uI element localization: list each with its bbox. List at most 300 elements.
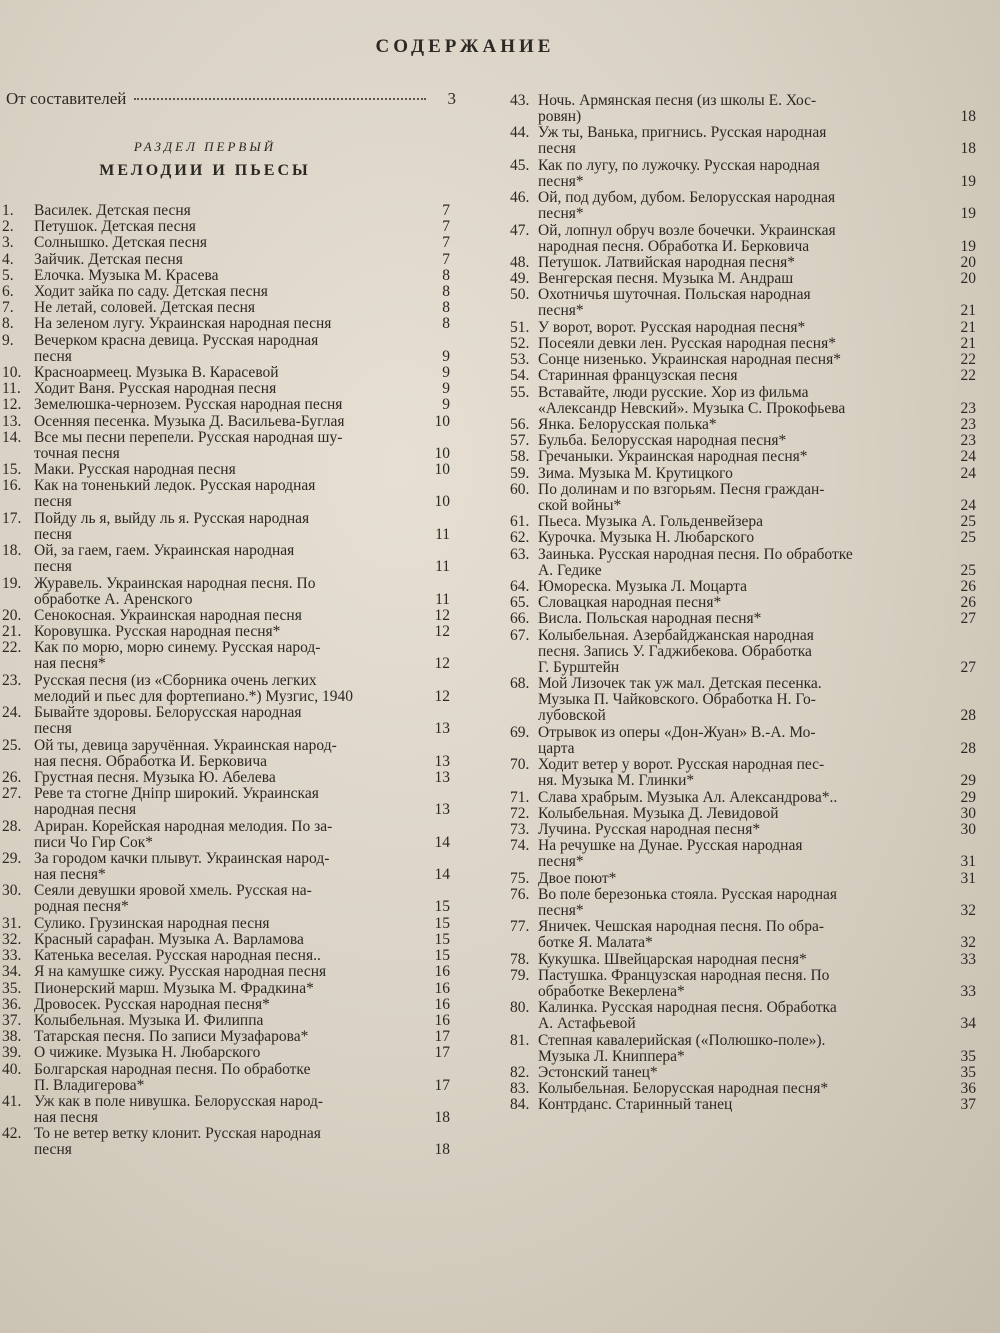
entry-title: Как на тоненький ледок. Русская народная [34,478,316,495]
entry-number: 72. [510,805,530,822]
toc-entry [2,964,450,980]
entry-page: 13 [434,801,450,819]
entry-title-continued: песня. Запись У. Гаджибекова. Обработка [538,642,812,660]
toc-entry [510,320,976,336]
entry-title-continued: обработке Векерлена* [538,982,685,1000]
toc-entry [510,595,976,611]
entry-title: Сонце низенько. Украинская народная песня* [538,352,841,369]
toc-entry [2,981,450,997]
toc-entry [510,547,976,579]
toc-entry [2,430,450,462]
entry-title: Елочка. Музыка М. Красева [34,267,219,284]
entry-title: Дровосек. Русская народная песня* [34,996,270,1013]
toc-entry [510,336,976,352]
entry-title-continued: Музыка Л. Книппера* [538,1047,685,1065]
toc-entry [510,887,976,919]
entry-number: 71. [510,789,530,806]
entry-page: 37 [960,1097,976,1114]
preface-page: 3 [447,89,456,108]
entry-title: Отрывок из оперы «Дон-Жуан» В.-А. Мо- [538,724,816,741]
entry-title: Бывайте здоровы. Белорусская народная [34,705,302,722]
entry-number: 73. [510,822,530,838]
entry-title: У ворот, ворот. Русская народная песня* [538,319,806,336]
toc-entry [2,819,450,851]
entry-number: 20. [2,608,22,624]
toc-entry [2,284,450,300]
toc-entry [510,822,976,838]
preface-text: От составителей [6,89,127,108]
entry-number: 36. [2,996,22,1013]
entry-title-continued: песня* [538,205,584,223]
entry-page: 13 [434,752,450,770]
entry-page: 8 [442,316,450,333]
toc-entry [510,433,976,449]
toc-entry [510,806,976,822]
entry-title: Венгерская песня. Музыка М. Андраш [538,271,794,288]
toc-entry [2,1045,450,1061]
entry-title-continued: ная песня* [34,866,106,883]
entry-title: Старинная французская песня [538,368,738,385]
entry-title: Мой Лизочек так уж мал. Детская песенка. [538,676,822,693]
toc-entry [2,365,450,381]
entry-number: 22. [2,640,22,657]
entry-page: 32 [960,901,976,919]
entry-page: 20 [960,271,976,288]
entry-number: 65. [510,595,530,612]
toc-entry [510,676,976,725]
entry-title: На речушке на Дунае. Русская народная [538,838,803,855]
entry-title: Лучина. Русская народная песня* [538,822,761,838]
entry-number: 31. [2,915,22,932]
entry-number: 42. [2,1126,22,1143]
entry-title: Бульба. Белорусская народная песня* [538,433,787,450]
entry-number: 62. [510,530,530,547]
entry-number: 55. [510,384,530,401]
entry-page: 10 [434,413,450,430]
toc-entry [2,300,450,316]
entry-page: 23 [960,433,976,450]
toc-entry [510,417,976,433]
entry-page: 17 [434,1029,450,1046]
entry-title: Висла. Польская народная песня* [538,611,762,628]
entry-number: 69. [510,724,530,741]
entry-number: 46. [510,190,530,207]
entry-title-continued: песня [34,525,72,543]
entry-title: Колыбельная. Белорусская народная песня* [538,1081,829,1098]
entry-number: 57. [510,433,530,450]
entry-number: 12. [2,397,22,414]
toc-entry [510,1033,976,1065]
entry-title-continued: родная песня* [34,898,129,916]
entry-page: 17 [434,1045,450,1062]
toc-entry [2,235,450,251]
toc-entry [510,968,976,1000]
entry-number: 60. [510,481,530,498]
entry-title: На зеленом лугу. Украинская народная песня [34,316,332,333]
entry-page: 28 [960,707,976,725]
toc-entry [510,871,976,887]
entry-number: 81. [510,1032,530,1049]
toc-entry [2,1013,450,1029]
entry-title: Слава храбрым. Музыка Ал. Александрова*.. [538,789,838,806]
entry-title-continued: песня* [538,853,584,871]
entry-title: Зима. Музыка М. Крутицкого [538,465,733,482]
toc-entry [510,271,976,287]
entry-page: 22 [960,352,976,369]
entry-title: Грустная песня. Музыка Ю. Абелева [34,770,276,786]
toc-entry [510,158,976,190]
entry-title: За городом качки плывут. Украинская народ- [34,851,330,867]
entry-page: 15 [434,932,450,948]
entry-title: Яничек. Чешская народная песня. По обра- [538,919,824,936]
entry-title-continued: Музыка П. Чайковского. Обработка Н. Го- [538,691,816,709]
entry-page: 12 [434,608,450,624]
entry-page: 13 [434,770,450,786]
toc-entry [2,252,450,268]
entry-page: 10 [434,444,450,462]
entry-page: 25 [960,530,976,547]
entry-number: 74. [510,838,530,855]
toc-entry [2,462,450,478]
entry-title: Колыбельная. Музыка И. Филиппа [34,1013,264,1029]
entry-title: Пастушка. Французская народная песня. По [538,967,830,984]
entry-number: 67. [510,627,530,644]
entry-title: Земелюшка-чернозем. Русская народная песня [34,397,343,414]
entry-title: То не ветер ветку клонит. Русская народная [34,1126,321,1143]
entry-number: 10. [2,365,22,381]
entry-title-continued: ботке Я. Малата* [538,934,653,952]
toc-entry [2,948,450,964]
entry-title: Солнышко. Детская песня [34,235,208,252]
entry-title-continued: песня [34,1141,72,1159]
toc-entry [2,316,450,332]
entry-number: 17. [2,510,22,527]
toc-entry [2,738,450,770]
entry-number: 15. [2,462,22,479]
page-title: СОДЕРЖАНИЕ [375,36,555,57]
toc-entry [510,287,976,319]
entry-title: Эстонский танец* [538,1065,658,1081]
entry-number: 3. [2,235,14,252]
entry-title-continued: лубовской [538,707,606,725]
entry-number: 80. [510,1000,530,1017]
entry-page: 9 [442,397,450,414]
entry-title: Ариран. Корейская народная мелодия. По за- [34,818,333,835]
toc-entry [2,1029,450,1045]
toc-entry [2,397,450,413]
entry-title: Посеяли девки лен. Русская народная песня* [538,336,836,352]
entry-title-continued: ня. Музыка М. Глинки* [538,772,695,790]
entry-number: 49. [510,271,530,288]
entry-title: Зайчик. Детская песня [34,251,183,268]
entry-page: 19 [960,205,976,223]
entry-title: Двое поют* [538,870,617,887]
toc-entry [510,190,976,222]
entry-title-continued: обработке А. Аренского [34,590,193,608]
entry-title: Ой ты, девица заручённая. Украинская народ- [34,737,337,754]
entry-page: 34 [960,1015,976,1033]
toc-entry [510,790,976,806]
toc-entry [510,223,976,255]
toc-entry [2,786,450,818]
entry-title-continued: песня [34,347,72,365]
entry-number: 30. [2,883,22,900]
toc-entry [2,624,450,640]
entry-title-continued: песня* [538,901,584,919]
entry-title: Калинка. Русская народная песня. Обработка [538,1000,837,1017]
entry-title: Колыбельная. Азербайджанская народная [538,627,814,644]
entry-title-continued: «Александр Невский». Музыка С. Прокофьева [538,399,846,417]
entry-page: 18 [960,108,976,125]
entry-number: 4. [2,251,14,268]
entry-number: 84. [510,1097,530,1114]
entry-title: Гречаныки. Украинская народная песня* [538,449,808,466]
entry-page: 24 [960,465,976,482]
toc-entry [2,916,450,932]
entry-number: 21. [2,624,22,641]
toc-entry [2,381,450,397]
entry-title: Василек. Детская песня [34,203,191,219]
entry-number: 34. [2,964,22,981]
entry-page: 24 [960,496,976,514]
entry-title: Ой, под дубом, дубом. Белорусская народная [538,190,836,207]
entry-page: 21 [960,302,976,320]
entry-page: 9 [442,381,450,398]
toc-entry [510,368,976,384]
toc-entry [2,1094,450,1126]
toc-entry [510,1097,976,1113]
entry-page: 31 [960,853,976,871]
entry-page: 35 [960,1065,976,1081]
entry-number: 51. [510,319,530,336]
entry-page: 36 [960,1081,976,1098]
entry-number: 83. [510,1081,530,1098]
entry-number: 53. [510,352,530,369]
entry-title: Петушок. Детская песня [34,219,196,236]
entry-title: Ходит Ваня. Русская народная песня [34,381,277,398]
entry-number: 50. [510,287,530,304]
toc-entry [510,255,976,271]
entry-number: 9. [2,332,14,349]
entry-number: 25. [2,737,22,754]
entry-title: Ой, за гаем, гаем. Украинская народная [34,543,295,560]
toc-entry [510,1081,976,1097]
entry-page: 21 [960,336,976,352]
entry-number: 48. [510,255,530,271]
entry-title: Охотничья шуточная. Польская народная [538,287,811,304]
entry-number: 5. [2,267,14,284]
entry-number: 61. [510,514,530,531]
entry-title: Янка. Белорусская полька* [538,417,717,433]
entry-number: 26. [2,770,22,786]
toc-entry [510,466,976,482]
toc-entry [2,883,450,915]
entry-number: 1. [2,203,14,219]
entry-number: 66. [510,611,530,628]
entry-title-continued: Г. Бурштейн [538,658,620,676]
toc-entry [2,478,450,510]
entry-title: Сеяли девушки яровой хмель. Русская на- [34,883,312,900]
entry-page: 20 [960,255,976,271]
entry-title-continued: царта [538,739,575,757]
entry-page: 27 [960,611,976,628]
entry-title: Пойду ль я, выйду ль я. Русская народная [34,510,310,527]
entry-page: 22 [960,368,976,385]
toc-entry [2,932,450,948]
entry-number: 44. [510,125,530,142]
entry-title: Заинька. Русская народная песня. По обработке [538,546,853,563]
entry-number: 29. [2,851,22,867]
entry-title-continued: писи Чо Гир Сок* [34,833,153,851]
entry-number: 35. [2,980,22,997]
toc-entry [2,608,450,624]
entry-title: Красный сарафан. Музыка А. Варламова [34,932,304,948]
entry-number: 56. [510,417,530,433]
entry-number: 16. [2,478,22,495]
entry-number: 7. [2,300,14,317]
section-title: МЕЛОДИИ И ПЬЕСЫ [99,162,311,179]
entry-title-continued: народная песня. Обработка И. Берковича [538,237,810,255]
entry-page: 19 [960,237,976,255]
entry-number: 68. [510,676,530,693]
entry-page: 30 [960,822,976,838]
entry-number: 75. [510,870,530,887]
entry-page: 11 [435,590,450,608]
entry-number: 33. [2,948,22,965]
entry-title-continued: песня [34,720,72,738]
entry-title: Уж ты, Ванька, пригнись. Русская народная [538,125,827,142]
entry-page: 25 [960,514,976,531]
entry-title: Вставайте, люди русские. Хор из фильма [538,384,809,401]
entry-page: 26 [960,579,976,595]
entry-number: 27. [2,786,22,803]
entry-page: 17 [434,1076,450,1094]
entry-page: 15 [434,948,450,965]
toc-entry [2,770,450,786]
entry-page: 7 [442,219,450,236]
entry-number: 38. [2,1029,22,1046]
entry-number: 32. [2,932,22,948]
entry-number: 77. [510,919,530,936]
entry-title-continued: песня [538,140,576,158]
entry-page: 18 [960,140,976,158]
entry-page: 19 [960,172,976,190]
entry-title: Словацкая народная песня* [538,595,722,612]
toc-entry [510,725,976,757]
entry-page: 33 [960,951,976,968]
toc-entry [510,628,976,677]
entry-title-continued: А. Астафьевой [538,1015,636,1033]
entry-title-continued: мелодий и пьес для фортепиано.*) Музгис, 1940 [34,687,353,705]
entry-number: 47. [510,222,530,239]
entry-title: Болгарская народная песня. По обработке [34,1061,311,1078]
entry-title: Я на камушке сижу. Русская народная песня [34,964,327,981]
entry-title: Сенокосная. Украинская народная песня [34,608,302,624]
entry-page: 15 [434,915,450,932]
entry-page: 12 [434,655,450,673]
entry-title: Пионерский марш. Музыка М. Фрадкина* [34,980,314,997]
entry-title: Ходит зайка по саду. Детская песня [34,284,268,300]
entry-title: Не летай, соловей. Детская песня [34,300,256,317]
entry-title-continued: ской войны* [538,496,622,514]
toc-entry [2,219,450,235]
entry-title: О чижике. Музыка Н. Любарского [34,1045,261,1062]
entry-page: 10 [434,493,450,511]
entry-page: 30 [960,805,976,822]
toc-entry [2,511,450,543]
entry-title: Юмореска. Музыка Л. Моцарта [538,579,748,595]
entry-title: Ой, лопнул обруч возле бочечки. Украинская [538,222,836,239]
toc-entry [510,125,976,157]
entry-page: 15 [434,898,450,916]
toc-entry [510,919,976,951]
toc-entry [2,673,450,705]
entry-page: 16 [434,964,450,981]
entry-title-continued: ная песня. Обработка И. Берковича [34,752,268,770]
entry-title: Сулико. Грузинская народная песня [34,915,270,932]
entry-number: 76. [510,886,530,903]
entry-number: 79. [510,967,530,984]
entry-page: 35 [960,1047,976,1065]
entry-title: Коровушка. Русская народная песня* [34,624,281,641]
toc-entry [510,1000,976,1032]
entry-title: Кукушка. Швейцарская народная песня* [538,951,807,968]
entry-number: 58. [510,449,530,466]
entry-number: 37. [2,1013,22,1029]
entry-title: Как по лугу, по лужочку. Русская народная [538,157,820,174]
entry-page: 23 [960,399,976,417]
entry-title-continued: точная песня [34,444,120,462]
entry-page: 18 [434,1109,450,1126]
entry-number: 2. [2,219,14,236]
entry-title-continued: народная песня [34,801,137,819]
toc-entry [510,514,976,530]
toc-entry [510,579,976,595]
entry-page: 16 [434,1013,450,1029]
entry-number: 14. [2,429,22,446]
entry-page: 8 [442,267,450,284]
entry-title-continued: песня [34,493,72,511]
entry-page: 18 [434,1141,450,1159]
entry-page: 9 [442,365,450,381]
toc-entry [510,482,976,514]
entry-title: Вечерком красна девица. Русская народная [34,332,319,349]
entry-number: 63. [510,546,530,563]
entry-page: 14 [434,833,450,851]
entry-title-continued: ровян) [538,108,582,125]
toc-entry [510,449,976,465]
toc-entry [2,268,450,284]
entry-title: Красноармеец. Музыка В. Карасевой [34,365,279,381]
entry-page: 7 [442,251,450,268]
entry-page: 28 [960,739,976,757]
toc-entry [2,203,450,219]
entry-page: 8 [442,300,450,317]
toc-entry [2,1126,450,1158]
entry-title: Во поле березонька стояла. Русская народная [538,886,837,903]
entry-title: Татарская песня. По записи Музафарова* [34,1029,309,1046]
entry-page: 11 [435,525,450,543]
toc-entry [510,838,976,870]
entry-title-continued: П. Владигерова* [34,1076,145,1094]
entry-page: 14 [434,866,450,883]
entry-page: 29 [960,772,976,790]
entry-title-continued: ная песня [34,1109,99,1126]
entry-page: 12 [434,687,450,705]
entry-title-continued: ная песня* [34,655,106,673]
entry-page: 24 [960,449,976,466]
entry-number: 6. [2,284,14,300]
